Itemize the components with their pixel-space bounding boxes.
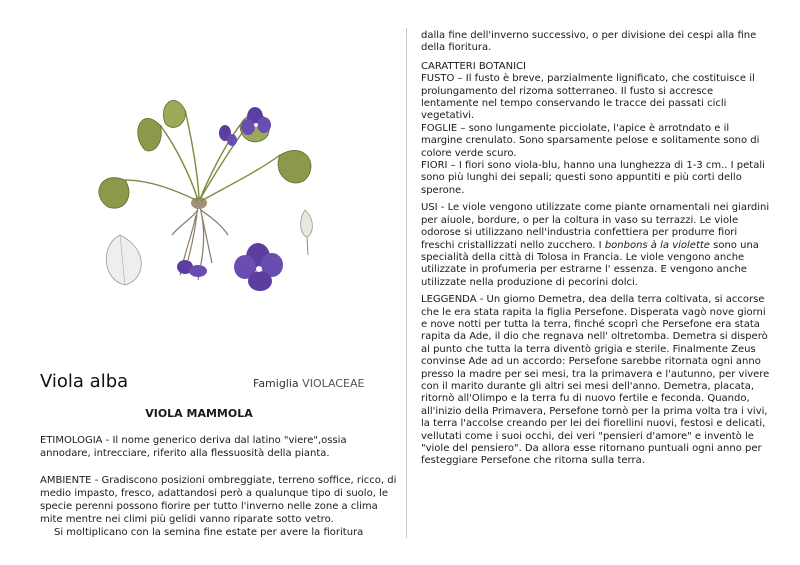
usi-italic: bonbons à la violette — [604, 239, 710, 251]
leaf-sketch — [106, 235, 141, 285]
ambiente-propagation: Si moltiplicano con la semina fine estate per avere la fioritura — [54, 527, 364, 538]
flower — [177, 260, 207, 277]
leaf — [278, 150, 311, 183]
family-name: VIOLACEAE — [302, 377, 365, 390]
usi-text-b: sono una specialità della città di Tolosa in Francia. Le viole vengono anche utilizzate in profumeria per estrarne l' essenza. E vengono anche utilizzate nella produzione di pecorini dolci. — [421, 239, 759, 288]
plant-title: Viola alba — [40, 371, 129, 392]
fusto-paragraph: FUSTO – Il fusto è breve, parzialmente lignificato, che costituisce il prolungamento del rizoma sotterraneo. Il fusto si accresce lentamente nel tempo conservando le tracce dei passati cicli vegetativi. — [421, 73, 755, 122]
leaf — [99, 178, 129, 208]
column-divider — [406, 28, 407, 538]
family-line — [253, 377, 364, 390]
usi-paragraph — [421, 202, 773, 289]
right-column — [421, 30, 773, 468]
viola-illustration — [80, 85, 338, 331]
flower — [219, 125, 237, 146]
ambiente-text: AMBIENTE - Gradiscono posizioni ombreggiate, terreno soffice, ricco, di medio impasto, fresco, adattandosi però a qualunque tipo di suolo, le specie perenni possono fiorire per tutto l'inverno nelle zone a clima mite mentre nei climi più gelidi vanno riparate sotto vetro. — [40, 475, 397, 525]
leaf — [163, 100, 185, 127]
foglie-paragraph: FOGLIE – sono lungamente picciolate, l'apice è arrotndato e il margine crenulato. Sono sparsamente pelose e solitamente sono di colore verde scuro. — [421, 122, 760, 159]
leggenda-paragraph: LEGGENDA - Un giorno Demetra, dea della terra coltivata, si accorse che le era stata rapita la figlia Persefone. Disperata vagò nove giorni e nove notti per tutta la terra, finché scoprì che Persefone era stata rapita da Ade, il dio che regnava nell' oltretomba. Demetra si disperò al punto che tutta la terra diventò grigia e sterile. Finalmente Zeus convinse Ade ad un accordo: Persefone sarebbe ritornata ogni anno presso la madre per sei mesi, tra la primavera e l'autunno, per vivere con il marito durante gli altri sei mesi dell'anno. Demetra, placata, ritornò all'Olimpo e la terra fu di nuovo fertile e feconda. Quando, all'inizio della Primavera, Persefone tornò per la prima volta tra i vivi, la terra l'accolse creando per lei dei fiorellini nuovi, festosi e delicati, vellutati come i suoi occhi, dei veri "pensieri d'amore" e inventò le "viole del pensiero". Da allora esse ritornano puntuali ogni anno per festeggiare Persefone che ritorna sulla terra. — [421, 294, 770, 467]
propagation-continued: dalla fine dell'inverno successivo, o per divisione dei cespi alla fine della fioritura. — [421, 30, 757, 54]
fiori-paragraph: FIORI – I fiori sono viola-blu, hanno una lunghezza di 1-3 cm.. I petali sono più lunghi dei sepali; questi sono appuntiti e più corti dello sperone. — [421, 160, 765, 196]
family-label: Famiglia — [253, 377, 299, 390]
usi-text-a: USI - Le viole vengono utilizzate come piante ornamentali nei giardini per aiuole, bordure, o per la coltura in vaso su terrazzi. Le viole odorose si utilizzano nell'industria confettiera per produrre fiori freschi cristallizzati nello zucchero. I — [421, 202, 770, 251]
leaf — [138, 118, 162, 151]
ambiente-section — [40, 474, 400, 539]
common-name-heading: VIOLA MAMMOLA — [145, 407, 253, 420]
seed-pod-sketch — [301, 210, 313, 237]
caratteri-heading: CARATTERI BOTANICI — [421, 60, 526, 72]
etimologia-section: ETIMOLOGIA - Il nome generico deriva dal latino "viere",ossia annodare, intrecciare, riferito alla flessuosità della pianta. — [40, 435, 347, 459]
flower — [234, 243, 283, 291]
